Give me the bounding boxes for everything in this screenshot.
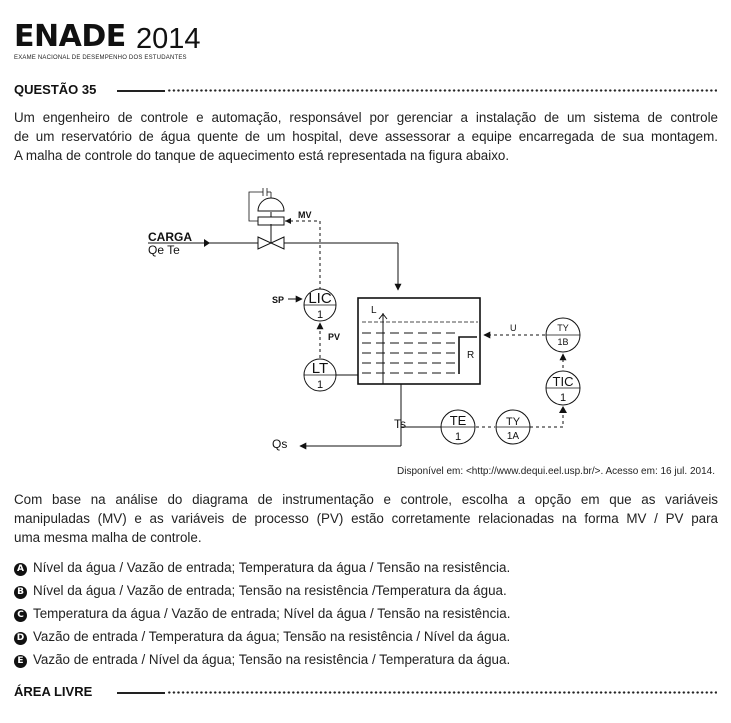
option-d[interactable]: [14, 627, 510, 646]
intro-line: A malha de controle do tanque de aquecimento está representada na figura abaixo.: [14, 148, 510, 163]
option-a-badge: A: [14, 563, 27, 576]
enade-subtitle: EXAME NACIONAL DE DESEMPENHO DOS ESTUDANTES: [14, 55, 187, 61]
option-d-badge: D: [14, 632, 27, 645]
footer-dots: [167, 691, 717, 694]
mv-label: MV: [298, 210, 312, 220]
option-d-text: Vazão de entrada / Temperatura da água; Tensão na resistência / Nível da água.: [33, 629, 511, 644]
intro-line: Um engenheiro de controle e automação, responsável por gerenciar a instalação de um sistema de controle: [14, 110, 718, 125]
tic-tag: TIC: [552, 374, 574, 389]
enade-logo: ENADE: [14, 19, 126, 54]
ty1a-number: 1A: [506, 431, 520, 442]
valve-actuator: [258, 198, 284, 211]
u-label: U: [510, 323, 517, 333]
option-b[interactable]: [14, 581, 507, 600]
option-b-text: Nível da água / Vazão de entrada; Tensão na resistência /Temperatura da água.: [33, 583, 507, 598]
option-e-badge: E: [14, 655, 27, 668]
lt-tag: LT: [311, 360, 329, 377]
figure-source: Disponível em: <http://www.dequi.eel.usp.br/>. Acesso em: 16 jul. 2014.: [397, 466, 715, 477]
ty1b-number: 1B: [557, 337, 569, 347]
ty1b-tag: TY: [557, 323, 569, 333]
valve-positioner: [258, 217, 284, 225]
option-e-text: Vazão de entrada / Nível da água; Tensão na resistência / Temperatura da água.: [33, 652, 511, 667]
lic-number: 1: [316, 309, 324, 321]
ts-label: Ts: [394, 417, 406, 431]
pv-label: PV: [328, 332, 341, 342]
option-c-badge: C: [14, 609, 27, 622]
qs-label: Qs: [272, 437, 288, 451]
ty1a-tag: TY: [505, 416, 521, 428]
option-a[interactable]: [14, 558, 510, 577]
te-number: 1: [454, 431, 462, 443]
lt-number: 1: [316, 379, 324, 391]
option-c[interactable]: [14, 604, 510, 623]
lic-tag: LIC: [308, 290, 332, 307]
prompt-line: Com base na análise do diagrama de instrumentação e controle, escolha a opção em que as variáveis: [14, 492, 718, 507]
option-e[interactable]: [14, 650, 510, 669]
intro-line: de um reservatório de água quente de um hospital, deve assessorar a equipe encarregada de sua montagem.: [14, 129, 718, 144]
footer-rule: [117, 692, 165, 694]
level-label: L: [371, 305, 377, 316]
free-area-title: ÁREA LIVRE: [14, 684, 93, 699]
option-a-text: Nível da água / Vazão de entrada; Temperatura da água / Tensão na resistência.: [33, 560, 511, 575]
option-c-text: Temperatura da água / Vazão de entrada; Nível da água / Tensão na resistência.: [33, 606, 511, 621]
question-prompt: [14, 490, 718, 547]
prompt-line: manipuladas (MV) e as variáveis de processo (PV) estão corretamente relacionadas na forma MV / PV para: [14, 511, 718, 526]
inlet-arrow: [204, 239, 210, 247]
enade-year: 2014: [136, 23, 201, 55]
sp-label: SP: [272, 295, 285, 305]
question-title: QUESTÃO 35: [14, 82, 97, 97]
option-b-badge: B: [14, 586, 27, 599]
resistor-label: R: [467, 350, 475, 361]
valve-body-left: [258, 237, 271, 249]
carga-label: CARGA: [148, 230, 192, 244]
ty1a-to-tic: [530, 408, 563, 427]
valve-body-right: [271, 237, 284, 249]
te-tag: TE: [449, 413, 467, 428]
tic-number: 1: [559, 392, 567, 404]
mv-signal-line: [285, 221, 320, 290]
prompt-line: uma mesma malha de controle.: [14, 530, 202, 545]
qe-te-label: Qe Te: [148, 243, 180, 257]
